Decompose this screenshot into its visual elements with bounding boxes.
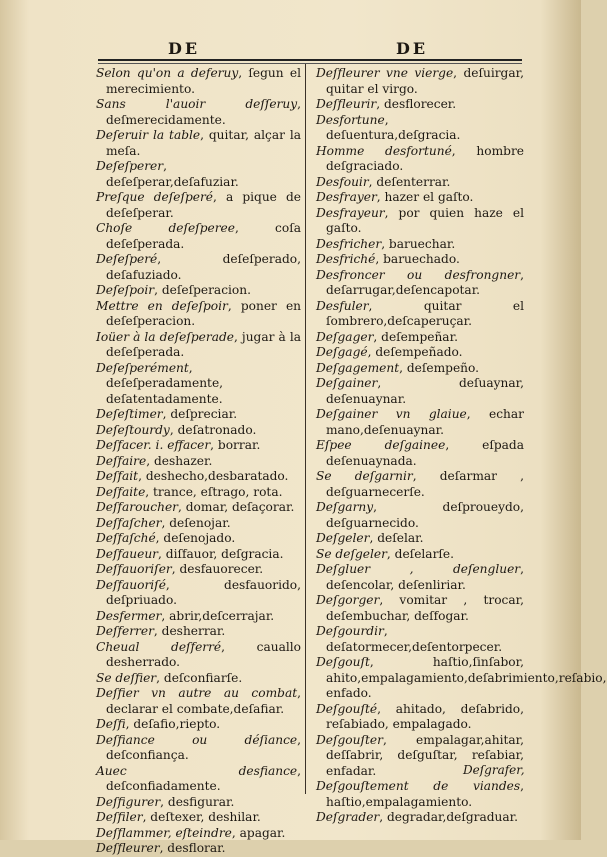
entry-definition: , deſproueydo, deſguarnecido.	[326, 500, 524, 530]
dictionary-entry	[316, 345, 524, 361]
entry-definition: , desfauorido, deſpriuado.	[106, 577, 301, 607]
dictionary-entry	[316, 66, 524, 97]
header-rule	[98, 59, 522, 61]
entry-definition: , quitar, alçar la meſa.	[106, 128, 301, 158]
entry-definition: , deſeſperadamente, deſatentadamente.	[106, 360, 224, 406]
entry-definition: , desflorecer.	[376, 97, 457, 111]
entry-definition: , deſenterrar.	[368, 174, 451, 189]
entry-definition: , deſconfiarſe.	[156, 670, 243, 685]
entry-definition: , coſa deſeſperada.	[106, 221, 301, 251]
dictionary-entry	[316, 144, 524, 175]
entry-definition: , echar mano,deſenuaynar.	[326, 407, 524, 437]
dictionary-entry	[96, 640, 301, 671]
entry-headword: Deſgainer	[316, 376, 378, 390]
entry-definition: , deſempeñado.	[367, 345, 463, 359]
dictionary-entry	[96, 97, 301, 128]
entry-definition: , vomitar , trocar, deſembuchar, deſfogar.	[326, 593, 524, 623]
entry-headword: Deſgagement	[316, 360, 400, 375]
dictionary-entry	[96, 159, 301, 190]
dictionary-entry	[316, 562, 524, 593]
entry-definition: , deſconfiadamente.	[106, 763, 301, 793]
entry-definition: , cauallo desherrado.	[106, 639, 302, 669]
entry-definition: , deſtexer, deshilar.	[142, 810, 261, 824]
entry-headword: Se deſgarnir	[316, 469, 413, 483]
entry-headword: Deſgourdir	[316, 624, 384, 638]
entry-headword: Deſfi	[96, 717, 126, 731]
entry-headword: Deſfaire	[96, 453, 147, 468]
entry-headword: Deſgager	[316, 329, 374, 344]
dictionary-entry	[316, 500, 524, 531]
entry-definition: , deſpreciar.	[162, 407, 238, 421]
entry-definition: , por quien haze el gaſto.	[326, 205, 524, 235]
entry-definition: , deſarmar , deſguarnecerſe.	[326, 469, 524, 499]
entry-headword: Homme desfortuné	[316, 143, 452, 158]
entry-headword: Desfermer	[96, 608, 162, 623]
entry-definition: , deſenojar.	[161, 515, 231, 530]
dictionary-entry	[316, 252, 524, 268]
running-head	[0, 39, 581, 61]
catchword: Deſgrafer,	[463, 763, 525, 777]
dictionary-entry	[96, 128, 301, 159]
entry-definition: , deſempeñar.	[373, 329, 458, 344]
entry-headword: Deſgrader	[316, 810, 380, 824]
entry-headword: Mettre en deſeſpoir	[96, 298, 228, 313]
entry-definition: , deſelar.	[369, 531, 424, 545]
entry-definition: , deſuirgar, quitar el virgo.	[326, 66, 524, 96]
entry-definition: , desfigurar.	[160, 794, 235, 809]
dictionary-entry	[316, 175, 524, 191]
entry-headword: Deſfleurir	[316, 97, 377, 111]
entry-headword: Deſgorger	[316, 593, 380, 607]
entry-definition: , quitar el ſombrero,deſcaperuçar.	[326, 298, 524, 328]
entry-headword: Deſgainer vn glaiue	[316, 407, 467, 421]
entry-headword: Selon qu'on a deferuy	[96, 66, 239, 80]
entry-headword: Desfroncer ou desfrongner	[316, 267, 521, 282]
entry-definition: , degradar,deſgraduar.	[379, 810, 519, 824]
column-divider	[305, 64, 306, 794]
running-head-right: DE	[396, 39, 429, 58]
entry-definition: , deſeſperacion.	[154, 283, 251, 297]
dictionary-entry	[316, 779, 524, 810]
entry-definition: , haſtio,empalagamiento.	[326, 779, 524, 809]
entry-headword: Deſfier vn autre au combat	[96, 686, 298, 700]
entry-headword: Preſque deſeſperé	[96, 190, 214, 204]
dictionary-entry	[96, 454, 301, 470]
dictionary-entry	[96, 469, 301, 485]
dictionary-entry	[316, 330, 524, 346]
entry-headword: Deſfaueur	[96, 546, 159, 561]
entry-headword: Deſeſtourdy	[96, 422, 170, 437]
entry-definition: , trance, eſtrago, rota.	[145, 484, 283, 499]
dictionary-entry	[316, 655, 607, 702]
dictionary-entry	[96, 841, 301, 857]
entry-definition: , apagar.	[231, 825, 286, 840]
entry-definition: , deſuentura,deſgracia.	[326, 112, 461, 142]
dictionary-entry	[316, 268, 524, 299]
entry-headword: Deſflammer, eſteindre	[96, 825, 232, 840]
entry-definition: , deſmerecidamente.	[106, 97, 301, 127]
dictionary-entry	[316, 531, 524, 547]
entry-headword: Deſeſpoir	[96, 283, 155, 297]
dictionary-entry	[96, 252, 301, 283]
dictionary-entry	[316, 593, 524, 624]
entry-definition: , deshecho,desbaratado.	[138, 469, 289, 483]
dictionary-entry	[96, 764, 301, 795]
dictionary-entry	[96, 717, 301, 733]
entry-definition: , desfauorecer.	[171, 562, 264, 576]
entry-headword: Deſgouſter	[316, 732, 383, 747]
dictionary-entry	[96, 283, 301, 299]
entry-headword: Cheual deſferré	[96, 639, 222, 654]
entry-headword: Deſgouſtement de viandes	[316, 779, 521, 793]
dictionary-entry	[96, 330, 301, 361]
dictionary-entry	[96, 221, 301, 252]
dictionary-entry	[96, 299, 301, 330]
dictionary-entry	[96, 361, 301, 408]
dictionary-entry	[96, 609, 301, 625]
dictionary-entry	[96, 795, 301, 811]
dictionary-entry	[316, 547, 524, 563]
entry-headword: Deſgagé	[316, 345, 368, 359]
running-head-left: DE	[168, 39, 201, 58]
entry-headword: Deſgluer , deſengluer	[316, 562, 521, 576]
entry-headword: Deſfaſcher	[96, 515, 162, 530]
dictionary-entry	[96, 407, 301, 423]
entry-definition: , hazer el gaſto.	[376, 190, 474, 204]
dictionary-entry	[96, 438, 301, 454]
dictionary-entry	[316, 190, 524, 206]
entry-definition: , deſempeño.	[399, 360, 479, 375]
entry-definition: , deſafio,riepto.	[125, 717, 221, 731]
dictionary-entry	[316, 438, 524, 469]
entry-definition: , eſpada deſenuaynada.	[326, 438, 524, 468]
dictionary-entry	[316, 113, 524, 144]
entry-definition: , deſatronado.	[169, 422, 257, 437]
entry-headword: Se deſfier	[96, 670, 157, 685]
entry-headword: Desfrayer	[316, 190, 377, 204]
entry-headword: Deſfauoriſer	[96, 562, 172, 576]
entry-headword: Se deſgeler	[316, 546, 387, 561]
entry-headword: Deſfiance ou déſiance	[96, 732, 298, 747]
left-column	[96, 66, 301, 857]
entry-headword: Deſfiler	[96, 810, 143, 824]
entry-definition: , poner en deſeſperacion.	[106, 298, 301, 328]
entry-headword: Ioüer à la deſeſperade	[96, 329, 234, 344]
entry-headword: Deſfait	[96, 469, 139, 483]
entry-headword: Desfouir	[316, 174, 369, 189]
entry-headword: Deſfleurer	[96, 841, 160, 855]
entry-definition: , deſencolar, deſenliriar.	[326, 562, 524, 592]
dictionary-entry	[96, 485, 301, 501]
entry-headword: Desfuler	[316, 298, 369, 313]
entry-definition: , deſarrugar,deſencapotar.	[326, 267, 524, 297]
entry-headword: Deſgeler	[316, 531, 370, 545]
entry-definition: , deshazer.	[146, 453, 213, 468]
entry-definition: , borrar.	[210, 438, 261, 452]
entry-headword: Deſfaroucher	[96, 500, 178, 514]
entry-headword: Desfricher	[316, 236, 382, 251]
entry-definition: , hombre deſgraciado.	[326, 143, 524, 173]
entry-definition: , deſeſperado, deſafuziado.	[106, 252, 301, 282]
entry-headword: Eſpee deſgainee	[316, 438, 446, 452]
dictionary-entry	[316, 299, 524, 330]
entry-definition: , diſfauor, deſgracia.	[158, 546, 284, 561]
entry-headword: Deſeſtimer	[96, 407, 163, 421]
entry-headword: Deſeſperer	[96, 159, 164, 173]
dictionary-entry	[316, 407, 524, 438]
dictionary-entry	[316, 810, 524, 826]
entry-headword: Deſfleurer vne vierge	[316, 66, 454, 80]
entry-definition: , ahitado, deſabrido, reſabiado, empalagado.	[326, 701, 524, 731]
entry-headword: Deſfaite	[96, 484, 146, 499]
entry-definition: , baruechar.	[381, 236, 456, 251]
dictionary-entry	[316, 237, 524, 253]
entry-headword: Deſgouſt	[316, 655, 370, 669]
entry-definition: , declarar el combate,deſafiar.	[106, 686, 301, 716]
dictionary-entry	[96, 66, 301, 97]
dictionary-entry	[96, 190, 301, 221]
dictionary-entry	[96, 516, 301, 532]
header-rule-thin	[98, 63, 522, 64]
dictionary-entry	[96, 810, 301, 826]
entry-definition: , a pique de deſeſperar.	[106, 190, 301, 220]
entry-headword: Deſfacer. i. effacer	[96, 438, 211, 452]
dictionary-entry	[316, 702, 524, 733]
dictionary-entry	[316, 469, 524, 500]
entry-headword: Deſeſperément	[96, 360, 189, 375]
dictionary-entry	[96, 624, 301, 640]
entry-headword: Deſgarny	[316, 500, 374, 514]
entry-definition: , baruechado.	[375, 252, 460, 266]
dictionary-entry	[96, 547, 301, 563]
dictionary-entry	[316, 624, 524, 655]
entry-definition: , deſenojado.	[155, 531, 236, 545]
entry-headword: Desfrayeur	[316, 205, 385, 220]
entry-headword: Deſgouſté	[316, 701, 378, 716]
entry-headword: Deſeſperé	[96, 252, 158, 266]
dictionary-entry	[316, 376, 524, 407]
entry-definition: , empalagar,ahitar, deſſabrir, deſguſtar, reſabiar, enfadar.	[326, 732, 524, 778]
entry-definition: , deſconfiança.	[106, 732, 301, 762]
entry-definition: , deſelarſe.	[386, 546, 454, 561]
dictionary-entry	[96, 686, 301, 717]
dictionary-entry	[316, 361, 524, 377]
entry-definition: , domar, deſaçorar.	[178, 500, 295, 514]
dictionary-entry	[96, 531, 301, 547]
entry-definition: , desherrar.	[153, 624, 226, 638]
entry-definition: , ſegun el merecimiento.	[106, 66, 301, 96]
entry-definition: , deſatormecer,deſentorpecer.	[326, 624, 503, 654]
dictionary-entry	[316, 97, 524, 113]
dictionary-entry	[96, 578, 301, 609]
entry-definition: , deſuaynar, deſenuaynar.	[326, 376, 524, 406]
entry-headword: Deſfaſché	[96, 531, 156, 545]
entry-headword: Deſfauoriſé	[96, 577, 166, 592]
dictionary-entry	[96, 826, 301, 842]
entry-definition: , haſtio,ſinſabor, ahito,empalagamiento,deſabrimiento,reſabio, enfado.	[326, 655, 607, 700]
entry-headword: Deſferrer	[96, 624, 154, 638]
dictionary-entry	[96, 562, 301, 578]
dictionary-entry	[96, 423, 301, 439]
entry-definition: , deſeſperar,deſafuziar.	[106, 159, 239, 189]
entry-headword: Deſfigurer	[96, 794, 161, 809]
dictionary-entry	[96, 733, 301, 764]
entry-headword: Sans l'auoir deſſeruy	[96, 97, 298, 111]
right-column	[316, 66, 607, 826]
entry-headword: Auec desfiance	[96, 763, 298, 778]
dictionary-entry	[316, 206, 524, 237]
entry-definition: , jugar à la deſeſperada.	[106, 329, 301, 359]
entry-headword: Choſe deſeſperee	[96, 221, 235, 235]
entry-headword: Deſeruir la table	[96, 128, 201, 142]
dictionary-entry	[96, 671, 301, 687]
entry-headword: Desfriché	[316, 252, 376, 266]
entry-headword: Desfortune	[316, 112, 385, 127]
entry-definition: , abrir,deſcerrajar.	[161, 608, 275, 623]
entry-definition: , desflorar.	[159, 841, 226, 855]
dictionary-entry	[96, 500, 301, 516]
